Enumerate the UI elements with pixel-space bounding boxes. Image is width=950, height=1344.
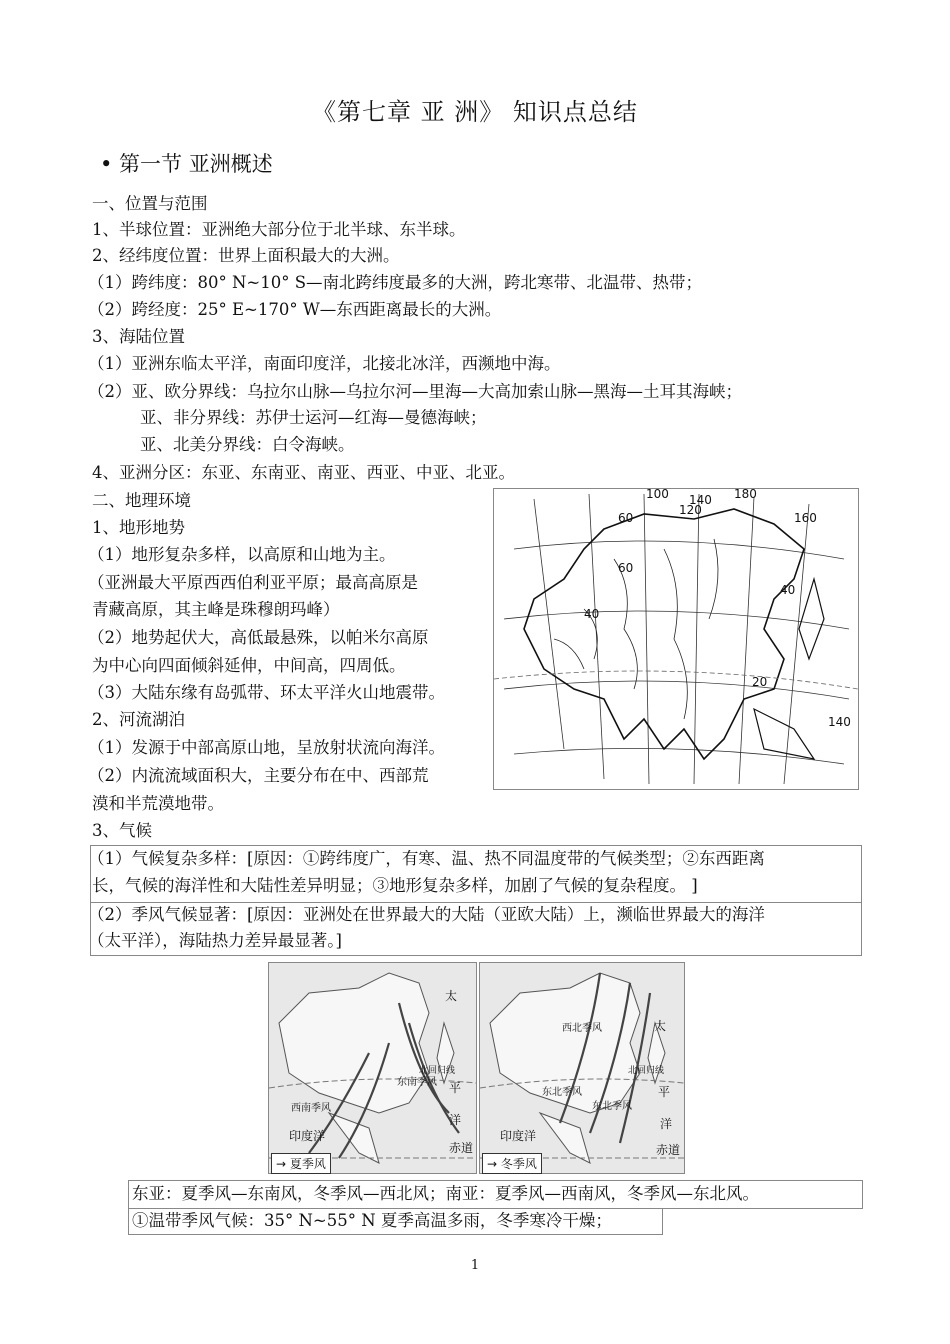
text-line: （2）跨经度：25° E~170° W—东西距离最长的大洲。 (88, 300, 502, 319)
text-line: （1）亚洲东临太平洋，南面印度洋，北接北冰洋，西濒地中海。 (88, 354, 561, 373)
map-label: 北回归线 (628, 1066, 665, 1076)
text-line: （2）亚、欧分界线：乌拉尔山脉—乌拉尔河—里海—大高加索山脉—黑海—土耳其海峡； (88, 382, 742, 401)
winter-monsoon-map (479, 962, 685, 1174)
text-line: 亚、北美分界线：白令海峡。 (140, 435, 355, 454)
map-label: 平 (658, 1085, 671, 1099)
map-label: 东北季风 (542, 1087, 582, 1098)
heading-rivers: 2、河流湖泊 (92, 710, 185, 729)
text-line: （2）内流流域面积大，主要分布在中、西部荒 (88, 766, 429, 785)
text-line: 为中心向四面倾斜延伸，中间高，四周低。 (92, 656, 406, 675)
heading-climate: 3、气候 (92, 821, 152, 840)
heading-terrain: 1、地形地势 (92, 518, 185, 537)
winter-legend: → 冬季风 (482, 1153, 542, 1174)
text-line: （1）跨纬度：80° N~10° S—南北跨纬度最多的大洲，跨北寒带、北温带、热带； (88, 273, 703, 292)
map-label: 赤道 (656, 1143, 681, 1157)
text-line: 亚、非分界线：苏伊士运河—红海—曼德海峡； (140, 408, 487, 427)
text-line: （2）季风气候显著：[原因：亚洲处在世界最大的大陆（亚欧大陆）上，濒临世界最大的海洋 (88, 905, 765, 924)
text-line: 青藏高原，其主峰是珠穆朗玛峰） (92, 600, 340, 619)
summer-monsoon-map (268, 962, 477, 1174)
text-line: 2、经纬度位置：世界上面积最大的大洲。 (92, 246, 400, 265)
heading-sea-land: 3、海陆位置 (92, 327, 185, 346)
map-bottom-label: 140 (828, 715, 851, 729)
map-lon-label: 120 (679, 503, 702, 517)
text-line: 长，气候的海洋性和大陆性差异明显；③地形复杂多样，加剧了气候的复杂程度。 ] (92, 876, 698, 895)
map-lat-label: 60 (618, 561, 634, 575)
page-number: 1 (470, 1258, 480, 1273)
summer-legend: → 夏季风 (271, 1153, 331, 1174)
asia-map-drawing (494, 489, 858, 789)
map-label: 东南季风 (397, 1077, 437, 1088)
text-line: 1、半球位置：亚洲绝大部分位于北半球、东半球。 (92, 220, 466, 239)
map-label: 平 (449, 1081, 462, 1095)
map-label: 太 (445, 989, 458, 1003)
map-lon-label: 100 (646, 487, 669, 501)
winter-legend-text: 冬季风 (500, 1157, 537, 1171)
text-line: （1）气候复杂多样：[原因：①跨纬度广，有寒、温、热不同温度带的气候类型；②东西距离 (88, 849, 765, 868)
text-line: （2）地势起伏大，高低最悬殊，以帕米尔高原 (88, 628, 429, 647)
map-label: 太 (654, 1019, 667, 1033)
map-label: 西南季风 (291, 1103, 331, 1114)
map-lon-label: 160 (794, 511, 817, 525)
map-label: 印度洋 (500, 1129, 537, 1143)
text-line: （亚洲最大平原西西伯利亚平原；最高高原是 (88, 573, 418, 592)
page-title: 《第七章 亚 洲》 知识点总结 (312, 98, 638, 126)
text-line: 漠和半荒漠地带。 (92, 794, 224, 813)
map-label: 东北季风 (592, 1101, 632, 1112)
map-lat-label: 40 (584, 607, 600, 621)
map-label: 印度洋 (289, 1129, 326, 1143)
asia-map (493, 488, 859, 790)
map-label: 西北季风 (562, 1023, 602, 1034)
map-label: 北回归线 (419, 1066, 456, 1076)
heading-location-range: 一、位置与范围 (92, 194, 208, 213)
map-lon-label: 60 (618, 511, 634, 525)
map-lat-label: 20 (752, 675, 768, 689)
map-label: 赤道 (449, 1141, 474, 1155)
map-lat-label: 40 (780, 583, 796, 597)
text-line: 东亚：夏季风—东南风，冬季风—西北风；南亚：夏季风—西南风，冬季风—东北风。 (132, 1184, 759, 1203)
text-line: （太平洋），海陆热力差异最显著。] (88, 931, 342, 950)
map-lon-label: 140 (689, 493, 712, 507)
section-heading: • 第一节 亚洲概述 (100, 152, 273, 176)
summer-legend-text: 夏季风 (289, 1157, 326, 1171)
text-line: ①温带季风气候：35° N~55° N 夏季高温多雨，冬季寒冷干燥； (132, 1211, 612, 1230)
map-label: 洋 (449, 1113, 462, 1127)
map-lon-label: 180 (734, 487, 757, 501)
map-label: 洋 (660, 1117, 673, 1131)
text-line: （1）发源于中部高原山地，呈放射状流向海洋。 (88, 738, 445, 757)
heading-geo-env: 二、地理环境 (92, 491, 191, 510)
text-line: （1）地形复杂多样，以高原和山地为主。 (88, 545, 396, 564)
text-line: （3）大陆东缘有岛弧带、环太平洋火山地震带。 (88, 683, 445, 702)
text-line: 4、亚洲分区：东亚、东南亚、南亚、西亚、中亚、北亚。 (92, 463, 515, 482)
